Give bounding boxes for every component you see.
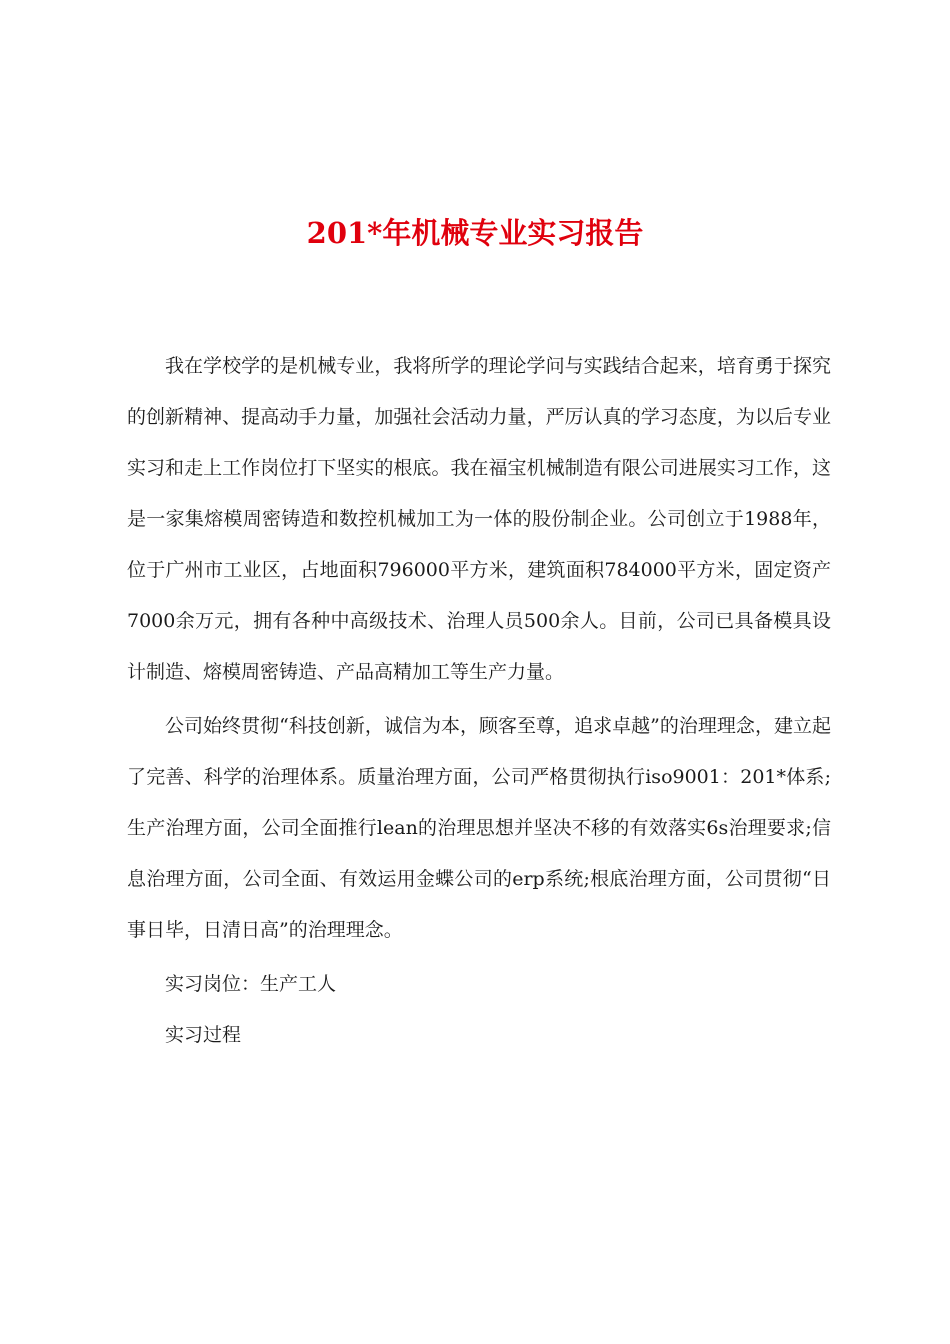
paragraph-management: 公司始终贯彻“科技创新，诚信为本，顾客至尊，追求卓越”的治理理念，建立起了完善、科学的治理体系。质量治理方面，公司严格贯彻执行iso9001：201*体系;生产治理方面，公司全面推行lean的治理思想并坚决不移的有效落实6s治理要求;信息治理方面，公司全面、有效运用金蝶公司的erp系统;根底治理方面，公司贯彻“日事日毕，日清日高”的治理理念。: [127, 715, 831, 941]
paragraph-company-intro: 我在学校学的是机械专业，我将所学的理论学问与实践结合起来，培育勇于探究的创新精神、提高动手力量，加强社会活动力量，严厉认真的学习态度，为以后专业实习和走上工作岗位打下坚实的根底。我在福宝机械制造有限公司进展实习工作，这是一家集熔模周密铸造和数控机械加工为一体的股份制企业。公司创立于1988年，位于广州市工业区，占地面积796000平方米，建筑面积784000平方米，固定资产7000余万元，拥有各种中高级技术、治理人员500余人。目前，公司已具备模具设计制造、熔模周密铸造、产品高精加工等生产力量。: [127, 355, 831, 683]
document-title: 201*年机械专业实习报告: [306, 216, 644, 250]
document-body: [127, 341, 831, 1061]
internship-process-heading: 实习过程: [165, 1024, 242, 1046]
internship-position: 实习岗位：生产工人: [165, 973, 337, 995]
